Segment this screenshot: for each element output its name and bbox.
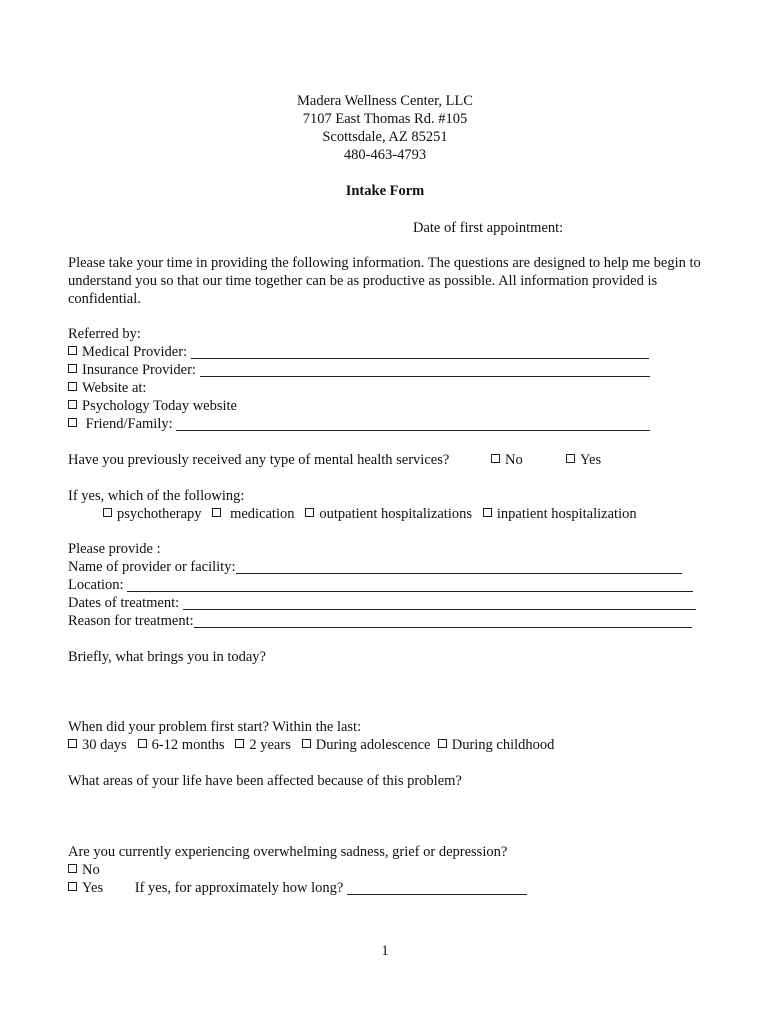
sadness-yes-label[interactable]: Yes bbox=[82, 880, 104, 896]
friend-family-field[interactable] bbox=[176, 416, 650, 431]
prev-services-no-checkbox[interactable] bbox=[491, 454, 500, 463]
how-long-field[interactable] bbox=[347, 880, 527, 895]
referred-by-label: Referred by: bbox=[68, 326, 141, 342]
medical-provider-label: Medical Provider: bbox=[82, 344, 188, 360]
medical-provider-checkbox[interactable] bbox=[68, 346, 77, 355]
two-years-label: 2 years bbox=[249, 737, 291, 753]
prev-services-no-option[interactable] bbox=[491, 451, 523, 469]
two-years-checkbox[interactable] bbox=[235, 739, 244, 748]
referred-website-row bbox=[68, 379, 146, 397]
please-provide-label: Please provide : bbox=[68, 541, 161, 557]
referred-psychology-today-row bbox=[68, 397, 237, 415]
provider-name-label: Name of provider or facility: bbox=[68, 559, 236, 575]
medical-provider-field[interactable] bbox=[191, 344, 649, 359]
thirty-days-checkbox[interactable] bbox=[68, 739, 77, 748]
sadness-question: Are you currently experiencing overwhelming sadness, grief or depression? bbox=[68, 844, 508, 860]
thirty-days-option[interactable] bbox=[68, 736, 127, 754]
thirty-days-label: 30 days bbox=[82, 737, 127, 753]
sadness-no-option[interactable] bbox=[68, 861, 100, 879]
website-checkbox[interactable] bbox=[68, 382, 77, 391]
psychology-today-checkbox[interactable] bbox=[68, 400, 77, 409]
website-label: Website at: bbox=[82, 380, 147, 396]
outpatient-checkbox[interactable] bbox=[305, 508, 314, 517]
prev-services-yes-checkbox[interactable] bbox=[566, 454, 575, 463]
medication-option[interactable] bbox=[212, 505, 294, 523]
psychotherapy-checkbox[interactable] bbox=[103, 508, 112, 517]
outpatient-label: outpatient hospitalizations bbox=[319, 506, 472, 522]
six-twelve-months-option[interactable] bbox=[138, 736, 225, 754]
location-label: Location: bbox=[68, 577, 124, 593]
psychology-today-label: Psychology Today website bbox=[82, 398, 237, 414]
psychotherapy-label: psychotherapy bbox=[117, 506, 202, 522]
childhood-checkbox[interactable] bbox=[438, 739, 447, 748]
adolescence-option[interactable] bbox=[302, 736, 431, 754]
provider-name-row bbox=[68, 558, 682, 576]
prev-services-no-label: No bbox=[505, 452, 523, 468]
brings-question: Briefly, what brings you in today? bbox=[68, 649, 266, 665]
insurance-provider-label: Insurance Provider: bbox=[82, 362, 196, 378]
reason-label: Reason for treatment: bbox=[68, 613, 194, 629]
org-name: Madera Wellness Center, LLC bbox=[297, 93, 473, 109]
form-title: Intake Form bbox=[345, 183, 425, 199]
sadness-no-checkbox[interactable] bbox=[68, 864, 77, 873]
dates-field[interactable] bbox=[183, 595, 696, 610]
six-twelve-months-label: 6-12 months bbox=[151, 737, 225, 753]
how-long-label: If yes, for approximately how long? bbox=[134, 880, 344, 896]
inpatient-label: inpatient hospitalization bbox=[496, 506, 637, 522]
if-yes-label: If yes, which of the following: bbox=[68, 488, 245, 504]
childhood-option[interactable] bbox=[438, 736, 555, 754]
phone-number: 480-463-4793 bbox=[343, 147, 427, 163]
outpatient-option[interactable] bbox=[305, 505, 472, 523]
areas-question: What areas of your life have been affected because of this problem? bbox=[68, 773, 462, 789]
insurance-provider-field[interactable] bbox=[200, 362, 650, 377]
if-yes-options-row bbox=[103, 505, 637, 523]
childhood-label: During childhood bbox=[451, 737, 555, 753]
address-line-1: 7107 East Thomas Rd. #105 bbox=[302, 111, 468, 127]
problem-start-question: When did your problem first start? Within the last: bbox=[68, 719, 362, 735]
page-number: 1 bbox=[381, 943, 389, 959]
prev-services-yes-label: Yes bbox=[580, 452, 602, 468]
insurance-provider-checkbox[interactable] bbox=[68, 364, 77, 373]
reason-row bbox=[68, 612, 692, 630]
reason-field[interactable] bbox=[194, 613, 692, 628]
sadness-yes-row bbox=[68, 879, 527, 897]
intro-paragraph: Please take your time in providing the following information. The questions are designed to help me begin to understand you so that our time together can be as productive as possible. All information provided is confidential. bbox=[68, 255, 701, 307]
location-row bbox=[68, 576, 693, 594]
referred-medical-row bbox=[68, 343, 649, 361]
sadness-yes-checkbox[interactable] bbox=[68, 882, 77, 891]
referred-friend-row bbox=[68, 415, 650, 433]
date-first-appointment-label: Date of first appointment: bbox=[413, 220, 564, 236]
provider-name-field[interactable] bbox=[236, 559, 682, 574]
sadness-no-label: No bbox=[82, 862, 100, 878]
location-field[interactable] bbox=[127, 577, 693, 592]
problem-start-options-row bbox=[68, 736, 554, 754]
two-years-option[interactable] bbox=[235, 736, 290, 754]
prev-services-question: Have you previously received any type of mental health services? bbox=[68, 452, 450, 468]
inpatient-checkbox[interactable] bbox=[483, 508, 492, 517]
medication-label: medication bbox=[230, 506, 295, 522]
prev-services-yes-option[interactable] bbox=[566, 451, 601, 469]
friend-family-label: Friend/Family: bbox=[85, 416, 173, 432]
six-twelve-months-checkbox[interactable] bbox=[138, 739, 147, 748]
inpatient-option[interactable] bbox=[483, 505, 637, 523]
referred-insurance-row bbox=[68, 361, 650, 379]
psychotherapy-option[interactable] bbox=[103, 505, 202, 523]
medication-checkbox[interactable] bbox=[212, 508, 221, 517]
address-line-2: Scottsdale, AZ 85251 bbox=[322, 129, 448, 145]
friend-family-checkbox[interactable] bbox=[68, 418, 77, 427]
adolescence-label: During adolescence bbox=[315, 737, 431, 753]
dates-row bbox=[68, 594, 696, 612]
adolescence-checkbox[interactable] bbox=[302, 739, 311, 748]
dates-label: Dates of treatment: bbox=[68, 595, 180, 611]
